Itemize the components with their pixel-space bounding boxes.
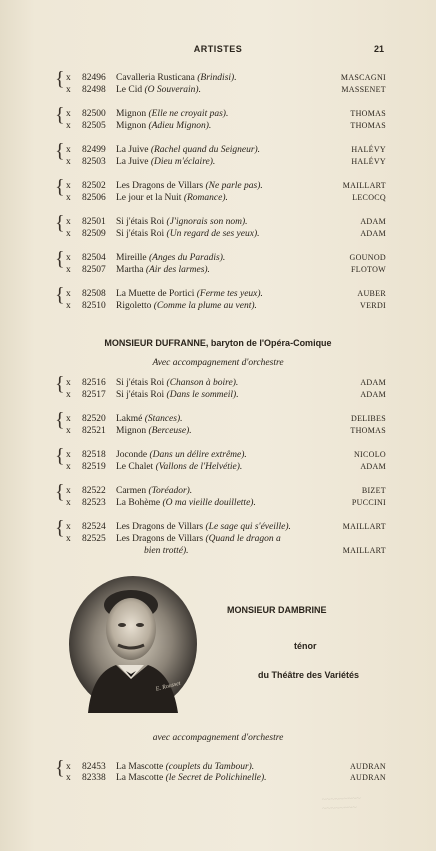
composer-name: THOMAS	[350, 109, 386, 118]
composer-name: MAILLART	[342, 546, 386, 555]
page-title: ARTISTES	[193, 44, 243, 54]
excerpt-title: (Brindisi).	[197, 73, 237, 83]
catalog-number: 82502	[82, 181, 106, 191]
portrait-dambrine	[68, 575, 198, 713]
catalog-number: 82499	[82, 145, 106, 155]
pair-brace: {	[55, 284, 65, 306]
catalog-number: 82520	[82, 414, 106, 424]
catalog-entry	[56, 108, 386, 120]
work-title: Le jour et la Nuit	[116, 193, 184, 203]
entry-title	[116, 449, 247, 461]
catalog-entry	[56, 300, 386, 312]
catalog-entry	[56, 144, 386, 156]
catalog-number: 82516	[82, 378, 106, 388]
excerpt-title: bien trotté).	[144, 546, 189, 556]
catalog-number: 82523	[82, 498, 106, 508]
composer-name: VERDI	[360, 301, 386, 310]
entry-title	[116, 377, 238, 389]
entry-mark: x	[66, 378, 71, 388]
pair-brace: {	[55, 176, 65, 198]
entry-title	[116, 156, 215, 168]
catalog-entry	[56, 449, 386, 461]
excerpt-title: (Dieu m'éclaire).	[150, 157, 216, 167]
work-title: Les Dragons de Villars	[116, 534, 206, 544]
catalog-entry	[56, 72, 386, 84]
work-title: Le Chalet	[116, 462, 156, 472]
entry-mark: x	[66, 265, 71, 275]
entry-mark: x	[66, 121, 71, 131]
catalog-number: 82496	[82, 73, 106, 83]
composer-name: MAILLART	[342, 181, 386, 190]
entry-title	[116, 252, 225, 264]
composer-name: ADAM	[360, 378, 386, 387]
work-title: La Juive	[116, 157, 151, 167]
artist-voice-dambrine: ténor	[294, 641, 317, 651]
catalog-entry	[56, 228, 386, 240]
composer-name: AUDRAN	[349, 773, 386, 782]
portrait-signature: E. Rousset	[155, 680, 182, 693]
entry-mark: x	[66, 253, 71, 263]
section-dufranne-title	[0, 333, 436, 351]
pair-brace: {	[55, 481, 65, 503]
pair-brace: {	[55, 445, 65, 467]
entry-title	[116, 120, 211, 132]
pair-brace: {	[55, 212, 65, 234]
composer-name: DELIBES	[351, 414, 386, 423]
excerpt-title: (Un regard de ses yeux).	[166, 229, 260, 239]
artist-theatre-dambrine: du Théâtre des Variétés	[258, 670, 360, 680]
work-title: Lakmé	[116, 414, 145, 424]
accompaniment-note-dufranne: Avec accompagnement d'orchestre	[152, 358, 284, 368]
artist-heading-dufranne: MONSIEUR DUFRANNE, baryton de l'Opéra-Comique	[104, 338, 332, 348]
catalog-entry-continuation	[56, 545, 386, 557]
excerpt-title: (Dans un délire extrême).	[149, 450, 247, 460]
work-title: Cavalleria Rusticana	[116, 73, 198, 83]
composer-name: ADAM	[360, 229, 386, 238]
pair-brace: {	[55, 517, 65, 539]
work-title: La Muette de Portici	[116, 289, 197, 299]
pair-brace: {	[55, 409, 65, 431]
catalog-entry	[56, 216, 386, 228]
catalog-entry	[56, 413, 386, 425]
catalog-number: 82503	[82, 157, 106, 167]
entry-mark: x	[66, 522, 71, 532]
composer-name: AUBER	[357, 289, 386, 298]
catalog-entry	[56, 192, 386, 204]
composer-name: GOUNOD	[349, 253, 386, 262]
excerpt-title: (O Souverain).	[144, 85, 201, 95]
catalog-number: 82524	[82, 522, 106, 532]
catalog-number: 82525	[82, 534, 106, 544]
entry-mark: x	[66, 450, 71, 460]
entry-mark: x	[66, 229, 71, 239]
excerpt-title: (Toréador).	[148, 486, 193, 496]
catalog-number: 82507	[82, 265, 106, 275]
entry-mark: x	[66, 534, 71, 544]
composer-name: MASSENET	[341, 85, 386, 94]
entry-mark: x	[66, 301, 71, 311]
excerpt-title: (Air des larmes).	[145, 265, 210, 275]
work-title: Si j'étais Roi	[116, 390, 167, 400]
accompaniment-note-dambrine: avec accompagnement d'orchestre	[152, 733, 284, 743]
catalog-number: 82505	[82, 121, 106, 131]
catalog-number: 82518	[82, 450, 106, 460]
catalog-number: 82338	[82, 773, 106, 783]
entry-title	[116, 521, 291, 533]
entry-mark: x	[66, 762, 71, 772]
catalog-entry	[56, 389, 386, 401]
entry-title	[116, 413, 183, 425]
work-title: Carmen	[116, 486, 149, 496]
entry-mark: x	[66, 181, 71, 191]
work-title: Si j'étais Roi	[116, 217, 167, 227]
work-title: La Mascotte	[116, 762, 166, 772]
entry-mark: x	[66, 414, 71, 424]
excerpt-title: (Berceuse).	[148, 426, 192, 436]
work-title: Mireille	[116, 253, 149, 263]
pair-brace: {	[55, 248, 65, 270]
excerpt-title: (J'ignorais son nom).	[166, 217, 248, 227]
work-title: Rigoletto	[116, 301, 154, 311]
excerpt-title: (O ma vieille douillette).	[162, 498, 256, 508]
entry-title	[116, 264, 210, 276]
excerpt-title: (Stances).	[144, 414, 183, 424]
catalog-entry	[56, 252, 386, 264]
entry-mark: x	[66, 486, 71, 496]
entry-title	[116, 497, 256, 509]
entry-mark: x	[66, 109, 71, 119]
work-title: Mignon	[116, 121, 149, 131]
work-title: Martha	[116, 265, 146, 275]
work-title: Le Cid	[116, 85, 145, 95]
work-title: Les Dragons de Villars	[116, 181, 206, 191]
composer-name: FLOTOW	[351, 265, 386, 274]
catalog-entry	[56, 264, 386, 276]
artist-name-dambrine: MONSIEUR DAMBRINE	[227, 605, 327, 615]
entry-mark: x	[66, 773, 71, 783]
excerpt-title: (Dans le sommeil).	[166, 390, 239, 400]
catalog-number: 82508	[82, 289, 106, 299]
catalog-number: 82506	[82, 193, 106, 203]
entry-mark: x	[66, 426, 71, 436]
work-title: Si j'étais Roi	[116, 378, 167, 388]
page-number: 21	[373, 44, 384, 54]
catalog-entry	[56, 772, 386, 784]
work-title: Les Dragons de Villars	[116, 522, 206, 532]
work-title: Si j'étais Roi	[116, 229, 167, 239]
catalog-number: 82522	[82, 486, 106, 496]
catalog-entry	[56, 156, 386, 168]
excerpt-title: (Le sage qui s'éveille).	[205, 522, 291, 532]
excerpt-title: (Elle ne croyait pas).	[148, 109, 229, 119]
composer-name: HALÉVY	[351, 145, 386, 154]
pair-brace: {	[55, 373, 65, 395]
work-title: La Mascotte	[116, 773, 166, 783]
excerpt-title: (Chanson à boire).	[166, 378, 239, 388]
catalog-entry	[56, 180, 386, 192]
page-header	[0, 44, 436, 58]
catalog-number: 82510	[82, 301, 106, 311]
catalog-number: 82504	[82, 253, 106, 263]
faded-stamp: ~~~~~~~~~ ~~~~~~~~	[321, 793, 361, 813]
catalog-entry	[56, 425, 386, 437]
entry-mark: x	[66, 498, 71, 508]
composer-name: BIZET	[361, 486, 386, 495]
entry-mark: x	[66, 390, 71, 400]
section-dufranne-accomp	[0, 352, 436, 370]
entry-title	[116, 485, 192, 497]
excerpt-title: (Anges du Paradis).	[148, 253, 226, 263]
entry-title	[116, 72, 237, 84]
excerpt-continuation	[144, 545, 189, 557]
excerpt-title: (Adieu Mignon).	[148, 121, 212, 131]
entry-mark: x	[66, 85, 71, 95]
catalog-entry	[56, 377, 386, 389]
entry-title	[116, 461, 242, 473]
pair-brace: {	[55, 104, 65, 126]
excerpt-title: (Quand le dragon a	[205, 534, 281, 544]
composer-name: PUCCINI	[351, 498, 386, 507]
catalog-number: 82498	[82, 85, 106, 95]
excerpt-title: (Ferme tes yeux).	[196, 289, 263, 299]
excerpt-title: (Comme la plume au vent).	[153, 301, 257, 311]
catalog-entry	[56, 461, 386, 473]
work-title: La Bohème	[116, 498, 163, 508]
excerpt-title: (Rachel quand du Seigneur).	[150, 145, 261, 155]
pair-brace: {	[55, 140, 65, 162]
excerpt-title: (le Secret de Polichinelle).	[165, 773, 267, 783]
entry-mark: x	[66, 289, 71, 299]
work-title: La Juive	[116, 145, 151, 155]
entry-title	[116, 772, 267, 784]
catalog-number: 82500	[82, 109, 106, 119]
composer-name: HALÉVY	[351, 157, 386, 166]
composer-name: ADAM	[360, 217, 386, 226]
catalog-number: 82501	[82, 217, 106, 227]
catalog-entry	[56, 533, 386, 545]
composer-name: ADAM	[360, 390, 386, 399]
catalog-number: 82521	[82, 426, 106, 436]
composer-name: ADAM	[360, 462, 386, 471]
entry-title	[116, 180, 263, 192]
composer-name: MAILLART	[342, 522, 386, 531]
entry-title	[116, 228, 260, 240]
excerpt-title: (Ne parle pas).	[205, 181, 263, 191]
composer-name: LECOCQ	[352, 193, 386, 202]
excerpt-title: (Vallons de l'Helvétie).	[155, 462, 243, 472]
entry-title	[116, 300, 257, 312]
catalog-number: 82453	[82, 762, 106, 772]
pair-brace: {	[55, 757, 65, 779]
work-title: Joconde	[116, 450, 150, 460]
work-title: Mignon	[116, 426, 149, 436]
entry-mark: x	[66, 462, 71, 472]
entry-title	[116, 389, 239, 401]
pair-brace: {	[55, 68, 65, 90]
entry-title	[116, 533, 281, 545]
entry-mark: x	[66, 73, 71, 83]
section-dambrine-accomp	[0, 727, 436, 745]
entry-title	[116, 192, 228, 204]
catalog-entry	[56, 485, 386, 497]
catalog-entry	[56, 120, 386, 132]
catalog-number: 82517	[82, 390, 106, 400]
catalog-number: 82519	[82, 462, 106, 472]
composer-name: THOMAS	[350, 121, 386, 130]
entry-mark: x	[66, 145, 71, 155]
composer-name: THOMAS	[350, 426, 386, 435]
catalog-number: 82509	[82, 229, 106, 239]
excerpt-title: (couplets du Tambour).	[165, 762, 255, 772]
catalog-entry	[56, 497, 386, 509]
work-title: Mignon	[116, 109, 149, 119]
entry-title	[116, 216, 247, 228]
entry-mark: x	[66, 193, 71, 203]
catalog-entry	[56, 521, 386, 533]
entry-title	[116, 288, 263, 300]
composer-name: AUDRAN	[349, 762, 386, 771]
excerpt-title: (Romance).	[183, 193, 228, 203]
entry-title	[116, 108, 228, 120]
entry-mark: x	[66, 157, 71, 167]
entry-mark: x	[66, 217, 71, 227]
catalog-entry	[56, 84, 386, 96]
entry-title	[116, 84, 201, 96]
entry-title	[116, 144, 260, 156]
composer-name: NICOLO	[353, 450, 386, 459]
catalog-entry	[56, 288, 386, 300]
entry-title	[116, 425, 192, 437]
composer-name: MASCAGNI	[340, 73, 386, 82]
